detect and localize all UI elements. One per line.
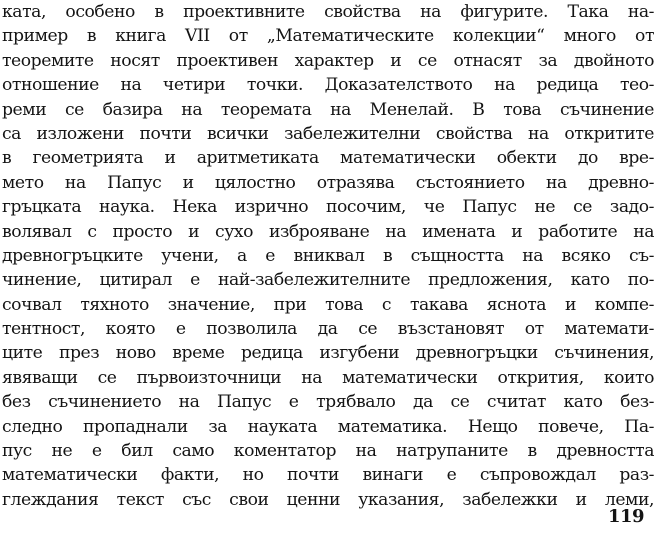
text-line: математически факти, но почти винаги е съпровождал раз- bbox=[2, 465, 654, 486]
text-line: явяващи се първоизточници на математически открития, които bbox=[2, 367, 654, 388]
text-line: чинение, цитирал е най-забележителните предложения, като по- bbox=[2, 270, 654, 291]
text-line: волявал с просто и сухо изброяване на имената и работите на bbox=[2, 221, 654, 242]
text-line: тентност, която е позволила да се възстановят от математи- bbox=[2, 319, 654, 340]
text-line: сочвал тяхното значение, при това с такава яснота и компе- bbox=[2, 294, 654, 315]
text-line: следно пропаднали за науката математика. Нещо повече, Па- bbox=[2, 416, 654, 437]
text-line: ката, особено в проективните свойства на фигурите. Така на- bbox=[2, 2, 654, 22]
text-line: в геометрията и аритметиката математически обекти до вре- bbox=[2, 148, 654, 169]
text-line: са изложени почти всички забележителни свойства на откритите bbox=[2, 123, 654, 144]
page-number: 119 bbox=[608, 506, 645, 527]
text-line: отношение на четири точки. Доказателството на редица тео- bbox=[2, 75, 654, 96]
text-line: пус не е бил само коментатор на натрупаните в древността bbox=[2, 441, 654, 462]
text-line: теоремите носят проективен характер и се отнасят за двойното bbox=[2, 50, 654, 71]
text-line: без съчинението на Папус е трябвало да се считат като без- bbox=[2, 392, 654, 413]
text-line: ците през ново време редица изгубени древногръцки съчинения, bbox=[2, 343, 654, 364]
body-text bbox=[2, 0, 654, 512]
text-line: гръцката наука. Нека изрично посочим, че Папус не се задо- bbox=[2, 197, 654, 218]
text-line: глеждания текст със свои ценни указания, забележки и леми, bbox=[2, 489, 654, 510]
text-line: реми се базира на теоремата на Менелай. В това съчинение bbox=[2, 99, 654, 120]
text-line: мето на Папус и цялостно отразява състоянието на древно- bbox=[2, 172, 654, 193]
text-line: пример в книга VII от „Математическите колекции“ много от bbox=[2, 26, 654, 47]
text-line: древногръцките учени, а е вниквал в същността на всяко съ- bbox=[2, 245, 654, 266]
